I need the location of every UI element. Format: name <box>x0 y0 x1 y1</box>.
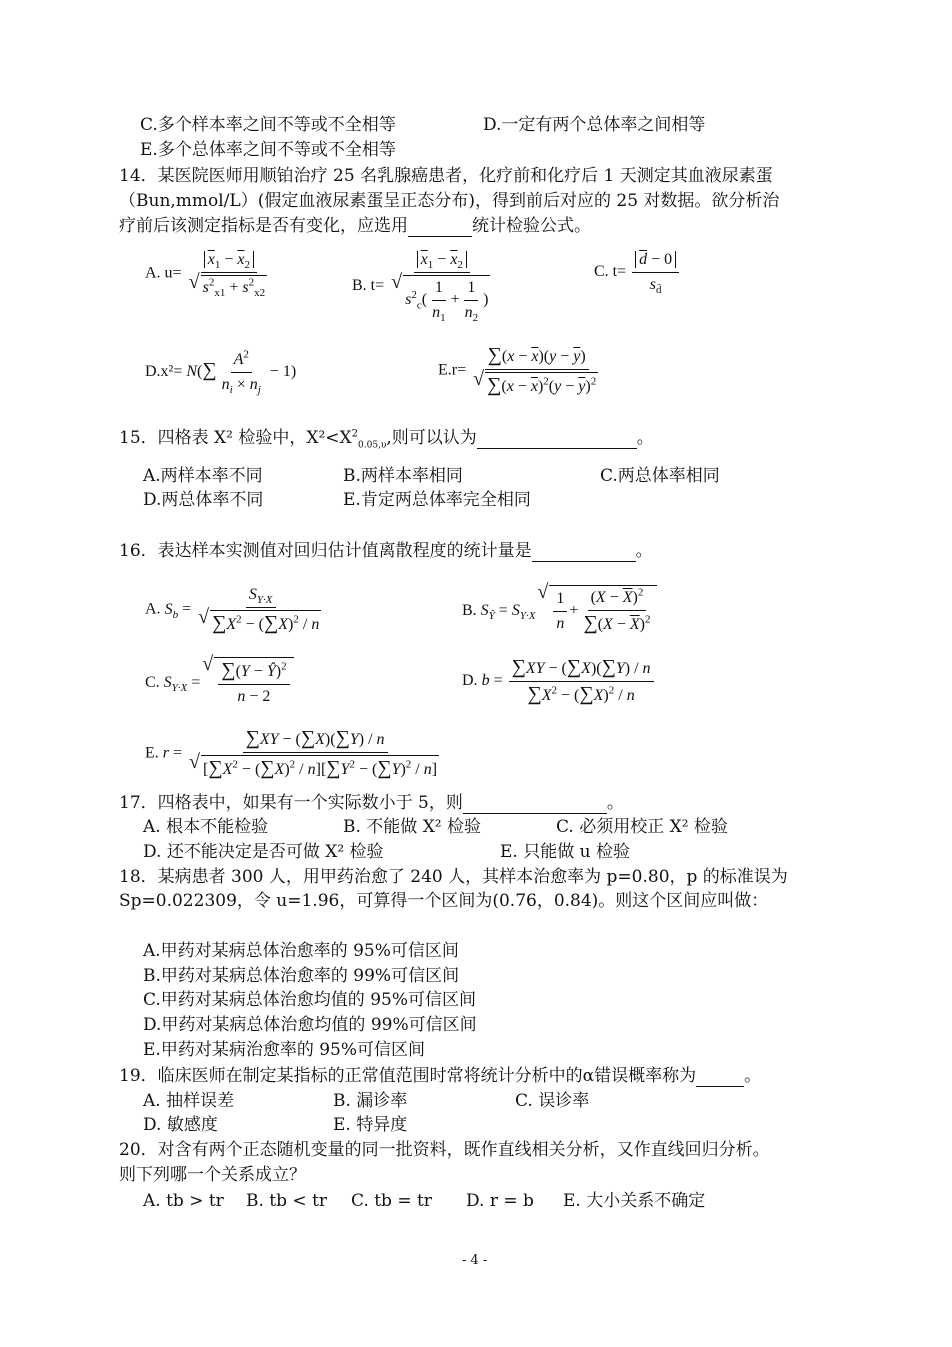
q15-option-a: A.两样本率不同 <box>143 466 263 486</box>
q19-option-b: B. 漏诊率 <box>333 1091 408 1111</box>
q17-option-b: B. 不能做 X² 检验 <box>343 817 482 837</box>
q14-option-e: E.r= $\sum(x - \overline{x})(y - \overline{y})$ √ $\sum(x - \overline{x})^2(y - \overline{y})^2$ <box>438 345 603 397</box>
q17-stem: 17．四格表中，如果有一个实际数小于 5，则 。 <box>119 793 624 813</box>
q20-stem-line2: 则下列哪一个关系成立？ <box>119 1165 306 1185</box>
q14-option-c: C. t= $\frac{\overline{d} - 0}{s_{d̄}}$ <box>594 250 681 295</box>
q13-option-d: D.一定有两个总体率之间相等 <box>483 115 706 135</box>
answer-blank <box>532 543 636 562</box>
answer-blank <box>696 1068 744 1087</box>
q15-option-d: D.两总体率不同 <box>143 490 264 510</box>
q20-option-b: B. tb < tr <box>246 1191 328 1211</box>
q18-option-d: D.甲药对某病总体治愈均值的 99%可信区间 <box>143 1015 477 1035</box>
page-number: - 4 - <box>462 1253 488 1268</box>
q13-option-e: E.多个总体率之间不等或不全相等 <box>140 140 396 160</box>
q20-option-c: C. tb = tr <box>351 1191 432 1211</box>
q17-option-d: D. 还不能决定是否可做 X² 检验 <box>143 842 384 862</box>
q15-option-e: E.肯定两总体率完全相同 <box>343 490 531 510</box>
q14-stem-line2: （Bun,mmol/L）(假定血液尿素蛋呈正态分布)，得到前后对应的 25 对数据。欲分析治 <box>119 191 780 211</box>
answer-blank <box>408 218 472 237</box>
q14-option-b: B. t= $\overline{x}_1 - \overline{x}_2$ √ $s^2_c$( $\frac{1}{n_1}$ + $\frac{1}{n_2}$ ) <box>352 250 495 323</box>
q19-option-e: E. 特异度 <box>333 1115 408 1135</box>
q17-option-e: E. 只能做 u 检验 <box>500 842 630 862</box>
q16-option-b: B. $S_Ŷ = S_{Y\cdot X}$ √ $\frac{1}{n}$ + $\frac{(X - \overline{X})^2}{\sum(X - \overline{X})^2}$ <box>462 585 657 635</box>
q13-option-c: C.多个样本率之间不等或不全相等 <box>140 115 396 135</box>
q15-stem: 15．四格表 X² 检验中，$X^2<X^2_{0.05,\upsilon}$,则可以认为 。 <box>119 428 654 451</box>
answer-blank <box>477 430 637 449</box>
q15-option-b: B.两样本率相同 <box>343 466 463 486</box>
q14-stem-line3: 疗前后该测定指标是否有变化，应选用 统计检验公式。 <box>119 216 591 236</box>
q20-option-a: A. tb > tr <box>143 1191 224 1211</box>
q16-option-e: E. r = ∑XY − (∑X)(∑Y) / n √ $[\sum X^2 - (\sum X)^2 / n][\sum Y^2 - (\sum Y)^2 / n]$ <box>145 728 444 780</box>
q14-option-a: A. u= $\overline{x}_1 - \overline{x}_2$ √ $s^2_{x1} + s^2_{x2}$ <box>145 250 272 298</box>
q19-option-a: A. 抽样误差 <box>143 1091 235 1111</box>
q20-option-e: E. 大小关系不确定 <box>563 1191 706 1211</box>
q18-option-c: C.甲药对某病总体治愈均值的 95%可信区间 <box>143 990 476 1010</box>
q18-stem-line1: 18．某病患者 300 人，用甲药治愈了 240 人，其样本治愈率为 p=0.80，p 的标准误为 <box>119 867 788 887</box>
q15-option-c: C.两总体率相同 <box>600 466 720 486</box>
q19-option-c: C. 误诊率 <box>515 1091 590 1111</box>
q18-option-b: B.甲药对某病总体治愈率的 99%可信区间 <box>143 966 460 986</box>
q16-option-d: D. b = $\frac{\sum XY - (\sum X)(\sum Y) / n}{\sum X^2 - (\sum X)^2 / n}$ <box>462 657 656 706</box>
q17-option-c: C. 必须用校正 X² 检验 <box>556 817 728 837</box>
answer-blank <box>463 795 607 814</box>
q16-option-c: C. $S_{Y\cdot X}$ = √ $\frac{\sum(Y - Ŷ)^2}{n - 2}$ <box>145 657 294 707</box>
q19-stem: 19．临床医师在制定某指标的正常值范围时常将统计分析中的α错误概率称为 。 <box>119 1066 762 1086</box>
q14-stem-line1: 14．某医院医师用顺铂治疗 25 名乳腺癌患者，化疗前和化疗后 1 天测定其血液尿素蛋 <box>119 166 773 186</box>
q16-option-a: A. $S_b$ = $S_{Y\cdot X}$ √ $\sum X^2 - (\sum X)^2 / n$ <box>145 585 326 635</box>
q16-stem: 16．表达样本实测值对回归估计值离散程度的统计量是 。 <box>119 541 653 561</box>
q20-option-d: D. r = b <box>466 1191 534 1211</box>
q18-option-e: E.甲药对某病治愈率的 95%可信区间 <box>143 1040 426 1060</box>
q18-stem-line2: Sp=0.022309，令 u=1.96，可算得一个区间为(0.76，0.84)。则这个区间应叫做： <box>119 891 769 911</box>
q19-option-d: D. 敏感度 <box>143 1115 218 1135</box>
q20-stem-line1: 20．对含有两个正态随机变量的同一批资料，既作直线相关分析，又作直线回归分析。 <box>119 1140 770 1160</box>
q17-option-a: A. 根本不能检验 <box>143 817 269 837</box>
q14-option-d: D.x²= N(∑ $\frac{A^2}{n_i \times n_j}$ − 1) <box>145 348 297 397</box>
q18-option-a: A.甲药对某病总体治愈率的 95%可信区间 <box>143 941 459 961</box>
